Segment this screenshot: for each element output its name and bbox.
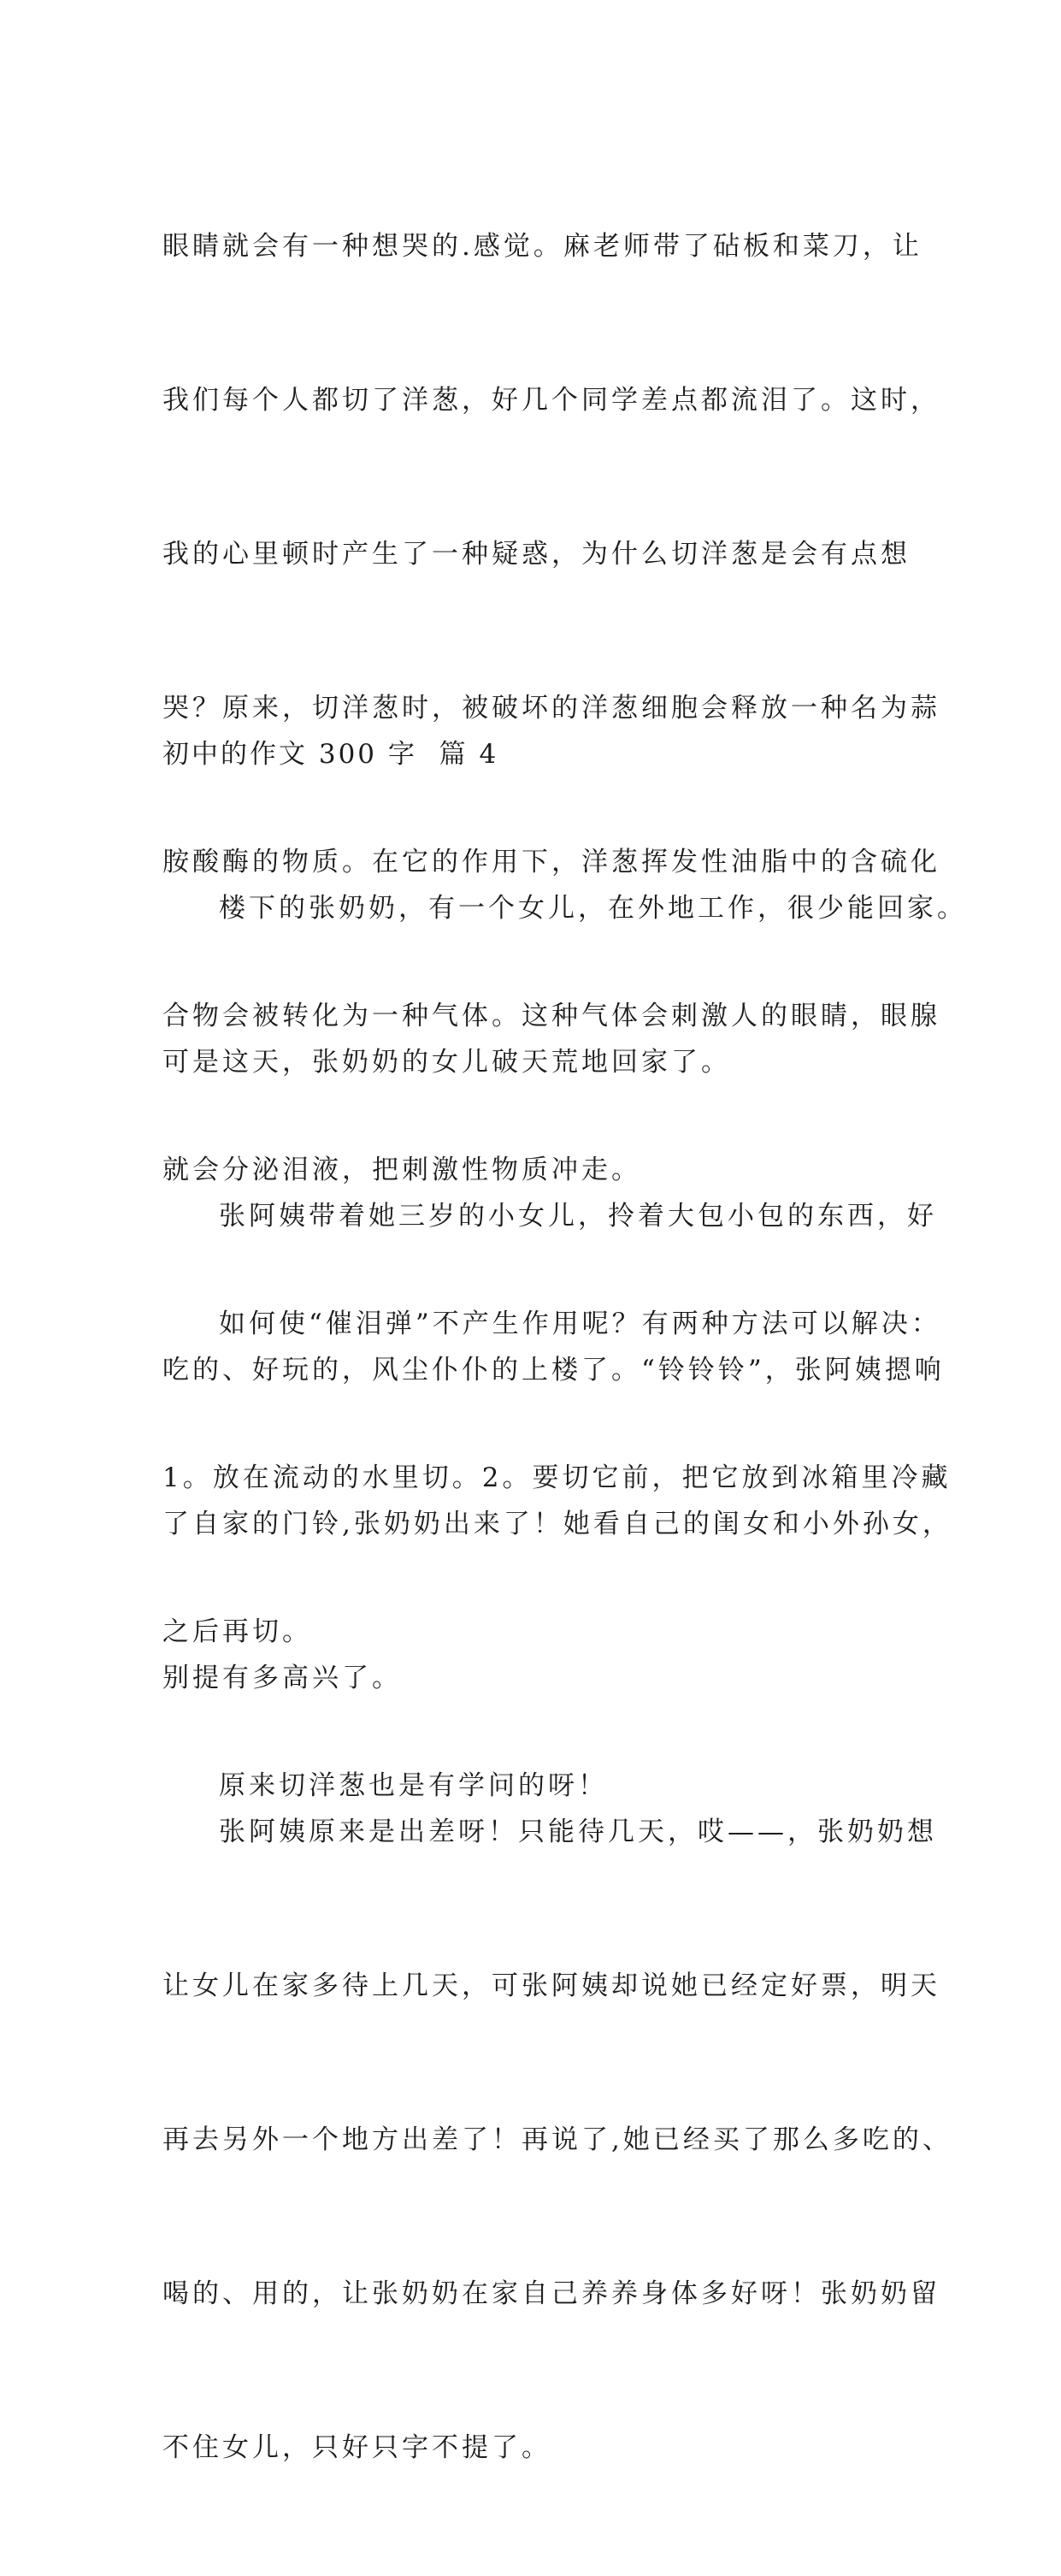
essay-heading: 初中的作文 300 字 篇 4 xyxy=(162,739,499,770)
paragraph-line: 吃的、好玩的，风尘仆仆的上楼了。“铃铃铃”，张阿姨摁响 xyxy=(162,1355,945,1385)
paragraph-line: 哭？原来，切洋葱时，被破坏的洋葱细胞会释放一种名为蒜 xyxy=(162,693,940,724)
paragraph-line: 可是这天，张奶奶的女儿破天荒地回家了。 xyxy=(162,1047,731,1078)
paragraph-line: 张阿姨原来是出差呀！只能待几天，哎——，张奶奶想 xyxy=(219,1817,937,1847)
paragraph-line: 再去另外一个地方出差了！再说了,她已经买了那么多吃的、 xyxy=(162,2124,952,2155)
paragraph-line: 了自家的门铃,张奶奶出来了！她看自己的闺女和小外孙女， xyxy=(162,1509,952,1539)
paragraph-line: 就会分泌泪液，把刺激性物质冲走。 xyxy=(162,1155,641,1185)
paragraph-line: 合物会被转化为一种气体。这种气体会刺激人的眼睛，眼腺 xyxy=(162,1001,940,1031)
paragraph-line: 原来切洋葱也是有学问的呀！ xyxy=(219,1770,608,1801)
paragraph-line: 喝的、用的，让张奶奶在家自己养养身体多好呀！张奶奶留 xyxy=(162,2278,940,2309)
paragraph-line: 不住女儿，只好只字不提了。 xyxy=(162,2432,551,2463)
paragraph-line: 张阿姨带着她三岁的小女儿，拎着大包小包的东西，好 xyxy=(219,1201,937,1232)
paragraph-line: 眼睛就会有一种想哭的.感觉。麻老师带了砧板和菜刀，让 xyxy=(162,231,922,262)
paragraph-line: 让女儿在家多待上几天，可张阿姨却说她已经定好票，明天 xyxy=(162,1970,940,2001)
paragraph-line: 别提有多高兴了。 xyxy=(162,1663,402,1693)
paragraph-line: 楼下的张奶奶，有一个女儿，在外地工作，很少能回家。 xyxy=(219,893,967,924)
paragraph-line: 如何使“催泪弹”不产生作用呢？有两种方法可以解决： xyxy=(219,1309,941,1339)
paragraph-line: 我的心里顿时产生了一种疑惑，为什么切洋葱是会有点想 xyxy=(162,539,911,570)
paragraph-line: 我们每个人都切了洋葱，好几个同学差点都流泪了。这时， xyxy=(162,385,940,416)
paragraph-line: 1。放在流动的水里切。2。要切它前，把它放到冰箱里冷藏 xyxy=(162,1462,952,1493)
essay-section-grandma xyxy=(162,780,967,2576)
paragraph-line: 胺酸酶的物质。在它的作用下，洋葱挥发性油脂中的含硫化 xyxy=(162,847,940,877)
paragraph-line: 之后再切。 xyxy=(162,1616,312,1647)
